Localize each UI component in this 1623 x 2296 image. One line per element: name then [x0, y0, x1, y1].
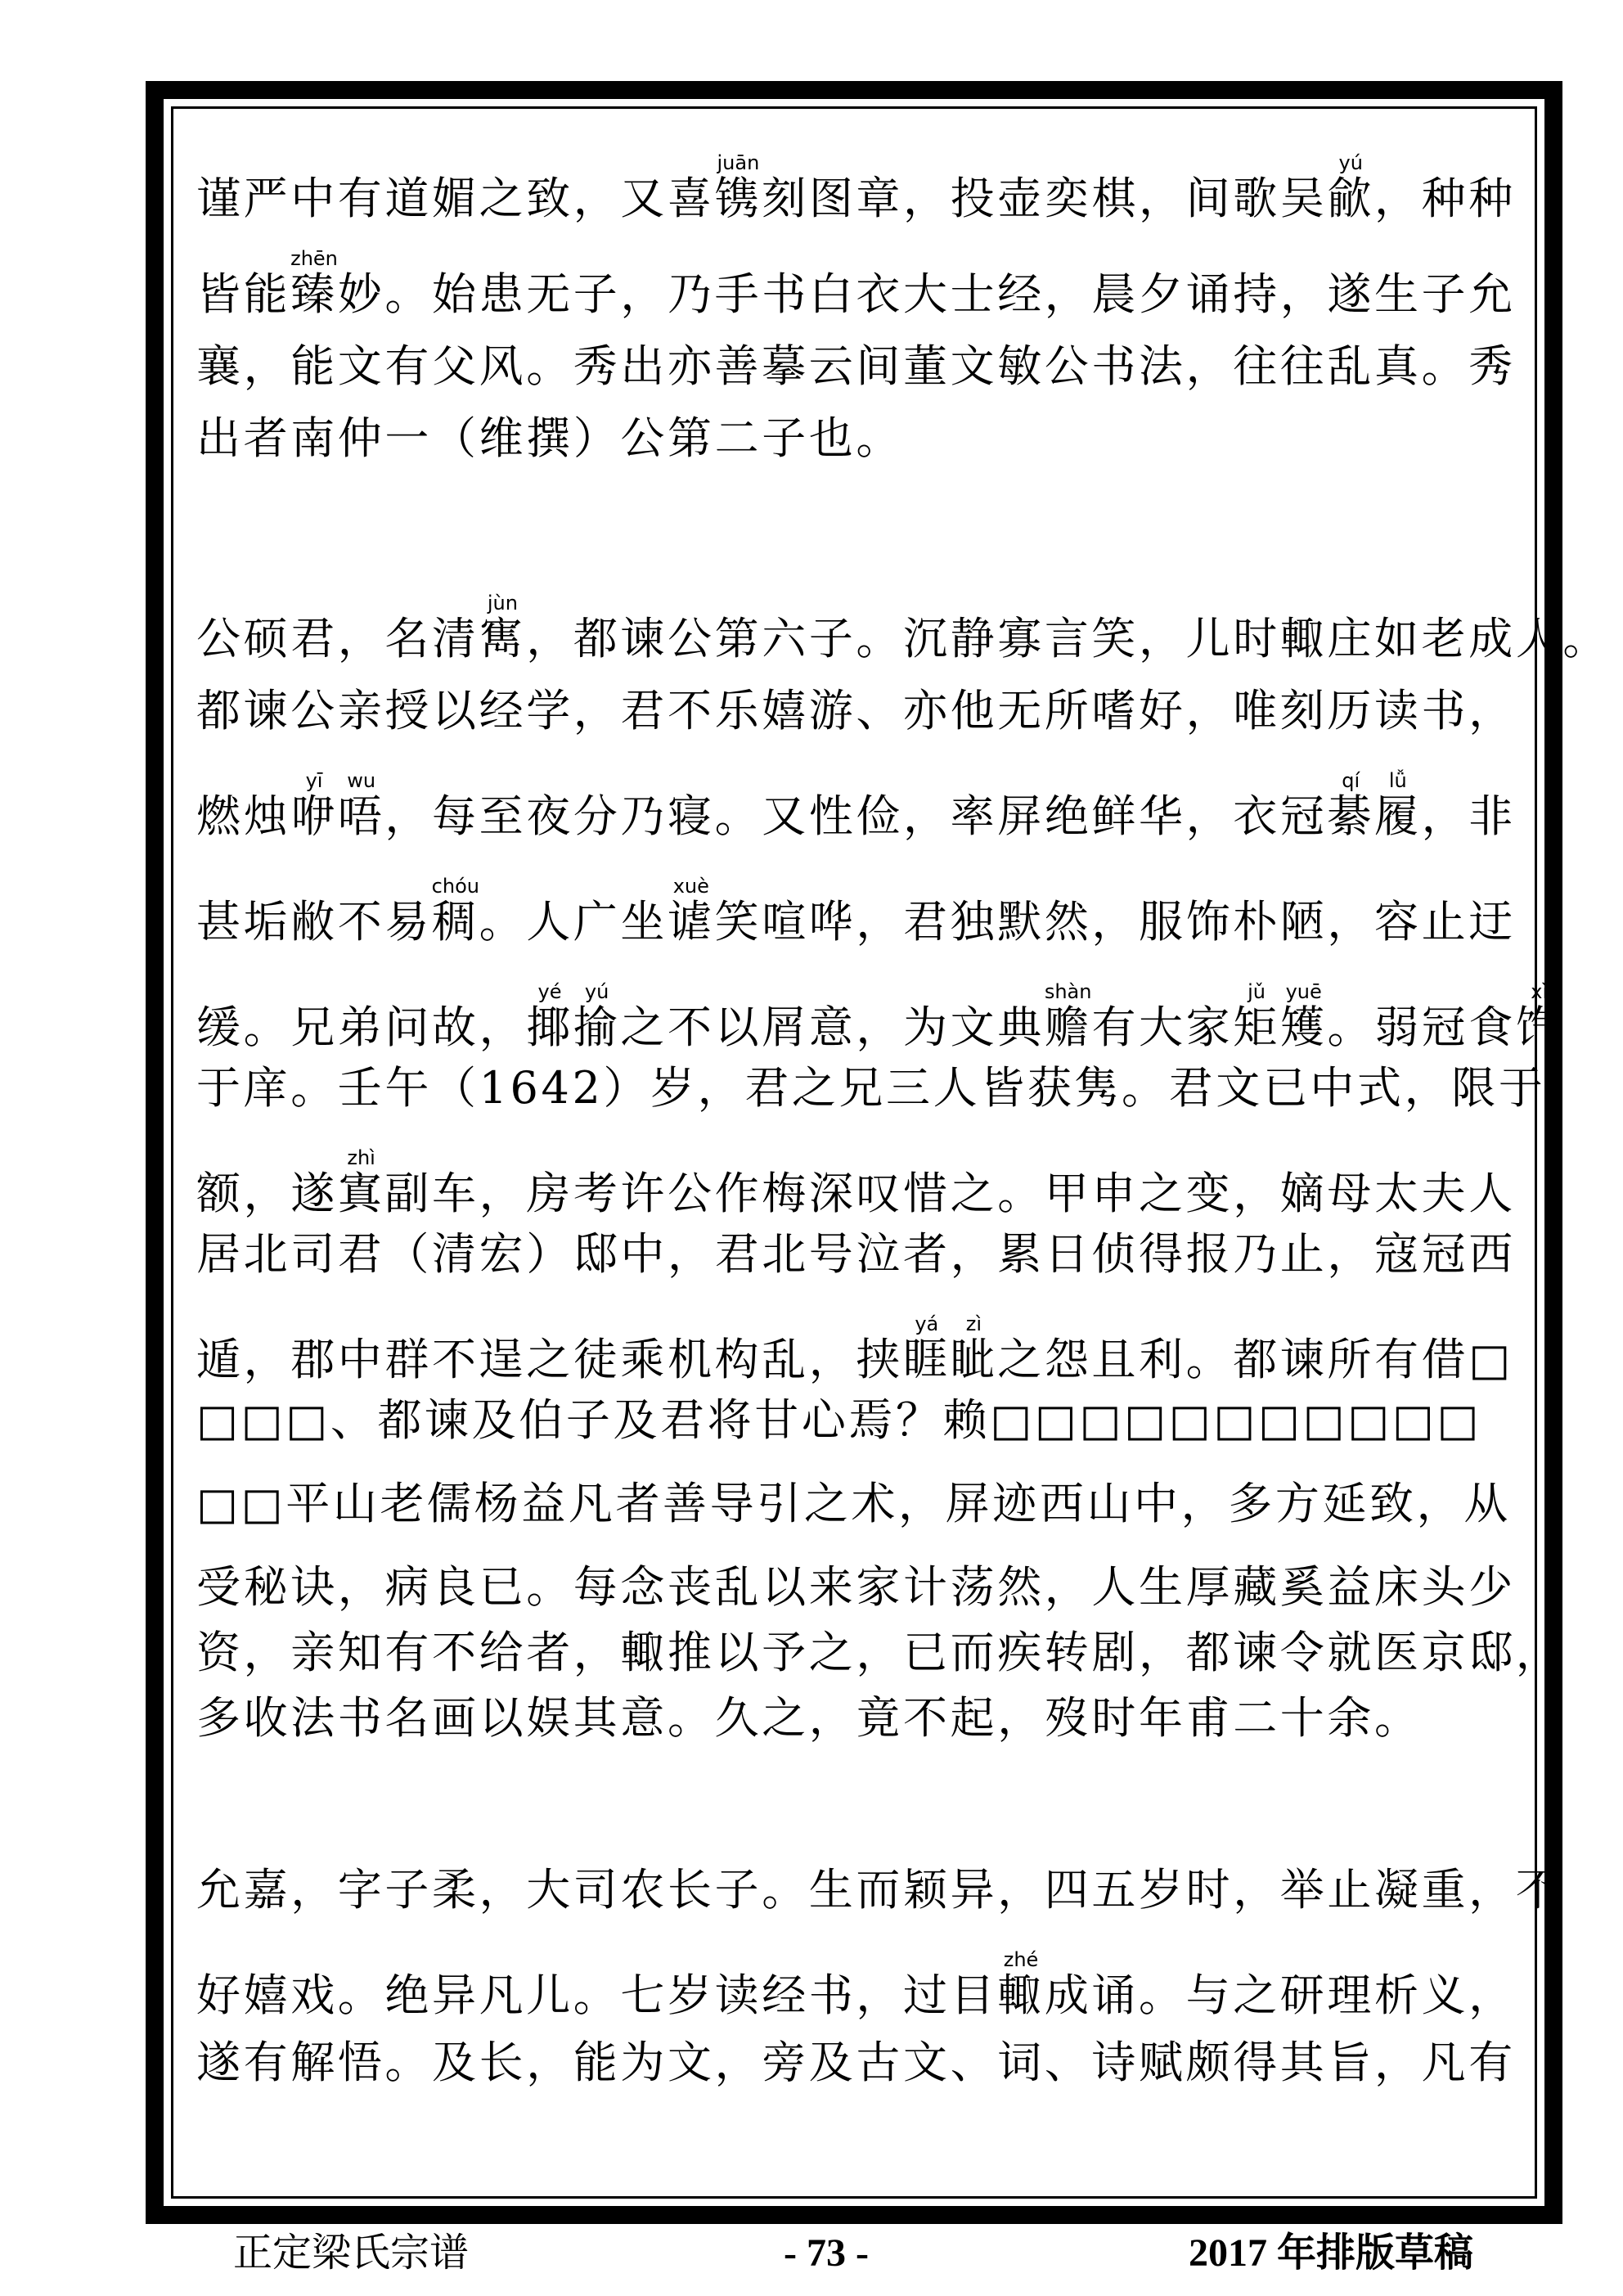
- annotated-character: 履lǚ: [1374, 769, 1422, 842]
- pinyin-annotation: xì: [1515, 980, 1563, 1003]
- text-line: 居北司君（清宏）邸中，君北号泣者，累日侦得报乃止，寇冠西: [196, 1228, 1516, 1280]
- annotated-character: 揄yú: [573, 980, 621, 1053]
- annotated-character: 唔wu: [337, 769, 385, 842]
- text-line: 缓。兄弟问故，揶yé揄yú之不以屑意，为文典赡shàn有大家矩jǔ矱yuē。弱冠食饩xì: [196, 980, 1563, 1053]
- text-line: 遂有解悟。及长，能为文，旁及古文、词、诗赋颇得其旨，凡有: [196, 2037, 1516, 2088]
- text-line: 甚垢敝不易稠chóu。人广坐谑xuè笑喧哗，君独默然，服饰朴陋，容止迂: [196, 875, 1516, 948]
- annotated-character: 稠chóu: [431, 875, 479, 948]
- pinyin-annotation: shàn: [1044, 980, 1092, 1003]
- text-line: 受秘诀，病良已。每念丧乱以来家计荡然，人生厚藏奚益床头少: [196, 1561, 1516, 1613]
- text-line: □□平山老儒杨益凡者善导引之术，屏迹西山中，多方延致，从: [196, 1478, 1511, 1529]
- annotated-character: 咿yī: [290, 769, 338, 842]
- paragraph-start-line: 允嘉，字子柔，大司农长子。生而颖异，四五岁时，举止凝重，不: [196, 1864, 1563, 1916]
- pinyin-annotation: yú: [1327, 151, 1375, 174]
- pinyin-annotation: zhēn: [290, 247, 338, 270]
- annotated-character: 歈yú: [1327, 151, 1375, 224]
- annotated-character: 赡shàn: [1044, 980, 1092, 1053]
- text-line: 皆能臻zhēn妙。始患无子，乃手书白衣大士经，晨夕诵持，遂生子允: [196, 247, 1516, 320]
- pinyin-annotation: xuè: [668, 875, 715, 898]
- annotated-character: 矱yuē: [1279, 980, 1328, 1053]
- pinyin-annotation: yé: [526, 980, 573, 1003]
- pinyin-annotation: zhé: [997, 1948, 1045, 1971]
- footer-draft-note: 2017 年排版草稿: [1189, 2231, 1474, 2275]
- text-line: 于庠。壬午（1642）岁，君之兄三人皆获隽。君文已中式，限于: [196, 1062, 1546, 1114]
- text-line: □□□、都谏及伯子及君将甘心焉？赖□□□□□□□□□□□: [196, 1394, 1482, 1446]
- text-line: 遁，郡中群不逞之徒乘机构乱，挟睚yá眦zì之怨且利。都谏所有借□: [196, 1312, 1513, 1385]
- pinyin-annotation: chóu: [431, 875, 479, 898]
- annotated-character: 饩xì: [1515, 980, 1563, 1053]
- annotated-character: 谑xuè: [668, 875, 715, 948]
- pinyin-annotation: wu: [337, 769, 385, 792]
- pinyin-annotation: jǔ: [1233, 980, 1280, 1003]
- text-line: 都谏公亲授以经学，君不乐嬉游、亦他无所嗜好，唯刻历读书，: [196, 685, 1516, 736]
- footer-page-number: - 73 -: [784, 2231, 869, 2275]
- annotated-character: 輙zhé: [997, 1948, 1045, 2021]
- pinyin-annotation: yá: [903, 1312, 951, 1335]
- annotated-character: 眦zì: [950, 1312, 998, 1385]
- footer-book-title: 正定梁氏宗谱: [233, 2231, 470, 2275]
- annotated-character: 揶yé: [526, 980, 573, 1053]
- annotated-character: 臻zhēn: [290, 247, 338, 320]
- text-line: 资，亲知有不给者，輙推以予之，已而疾转剧，都谏令就医京邸，: [196, 1627, 1563, 1678]
- text-line: 好嬉戏。绝异凡儿。七岁读经书，过目輙zhé成诵。与之研理析义，: [196, 1948, 1516, 2021]
- pinyin-annotation: zhì: [337, 1146, 385, 1169]
- text-line: 额，遂寘zhì副车，房考许公作梅深叹惜之。甲申之变，嫡母太夫人: [196, 1146, 1516, 1219]
- pinyin-annotation: zì: [950, 1312, 998, 1335]
- text-line: 谨严中有道媚之致，又喜镌juān刻图章，投壶奕棋，间歌吴歈yú，种种: [196, 151, 1516, 224]
- pinyin-annotation: qí: [1327, 769, 1375, 792]
- pinyin-annotation: jùn: [479, 592, 527, 615]
- genealogy-text-body: [196, 115, 1611, 2088]
- pinyin-annotation: yú: [573, 980, 621, 1003]
- annotated-character: 睚yá: [903, 1312, 951, 1385]
- annotated-character: 寯jùn: [479, 592, 527, 664]
- text-line: 襄，能文有父风。秀出亦善摹云间董文敏公书法，往往乱真。秀: [196, 340, 1516, 392]
- pinyin-annotation: yuē: [1279, 980, 1328, 1003]
- annotated-character: 綦qí: [1327, 769, 1375, 842]
- pinyin-annotation: juān: [714, 151, 762, 174]
- text-line: 出者南仲一（维撰）公第二子也。: [196, 412, 903, 464]
- text-line: 燃烛咿yī唔wu，每至夜分乃寝。又性俭，率屏绝鲜华，衣冠綦qí履lǚ，非: [196, 769, 1516, 842]
- annotated-character: 寘zhì: [337, 1146, 385, 1219]
- pinyin-annotation: yī: [290, 769, 338, 792]
- annotated-character: 矩jǔ: [1233, 980, 1280, 1053]
- text-line: 多收法书名画以娱其意。久之，竟不起，歿时年甫二十余。: [196, 1692, 1422, 1744]
- annotated-character: 镌juān: [714, 151, 762, 224]
- paragraph-start-line: 公硕君，名清寯jùn，都谏公第六子。沉静寡言笑，儿时輙庄如老成人。: [196, 592, 1611, 664]
- pinyin-annotation: lǚ: [1374, 769, 1422, 792]
